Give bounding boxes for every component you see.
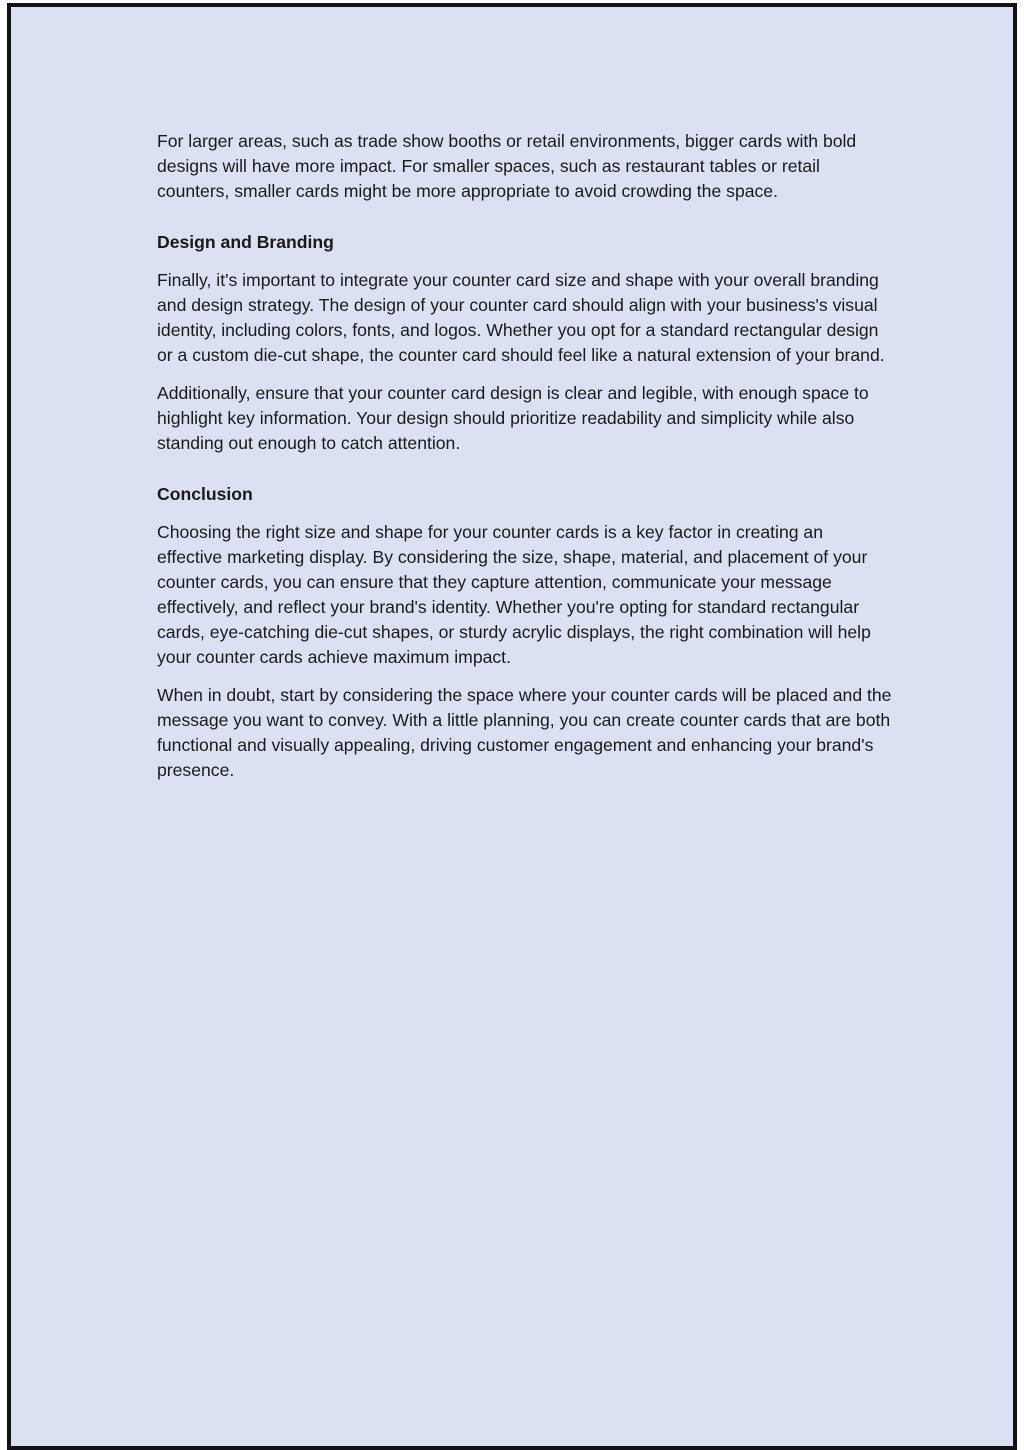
document-page	[7, 3, 1017, 1450]
document-body	[157, 129, 892, 783]
conclusion-paragraph-1: Choosing the right size and shape for your counter cards is a key factor in creating an effective marketing display. By considering the size, shape, material, and placement of your counter cards, you can ensure that they capture attention, communicate your message effectively, and reflect your brand's identity. Whether you're opting for standard rectangular cards, eye-catching die-cut shapes, or sturdy acrylic displays, the right combination will help your counter cards achieve maximum impact.	[157, 522, 871, 667]
section-heading-conclusion: Conclusion	[157, 484, 253, 504]
intro-paragraph: For larger areas, such as trade show booths or retail environments, bigger cards with bold designs will have more impact. For smaller spaces, such as restaurant tables or retail counters, smaller cards might be more appropriate to avoid crowding the space.	[157, 131, 857, 201]
section-heading-design-branding: Design and Branding	[157, 232, 334, 252]
design-branding-paragraph-1: Finally, it's important to integrate your counter card size and shape with your overall branding and design strategy. The design of your counter card should align with your business's visual identity, including colors, fonts, and logos. Whether you opt for a standard rectangular design or a custom die-cut shape, the counter card should feel like a natural extension of your brand.	[157, 270, 885, 365]
conclusion-paragraph-2: When in doubt, start by considering the space where your counter cards will be placed and the message you want to convey. With a little planning, you can create counter cards that are both functional and visually appealing, driving customer engagement and enhancing your brand's presence.	[157, 685, 892, 780]
design-branding-paragraph-2: Additionally, ensure that your counter card design is clear and legible, with enough space to highlight key information. Your design should prioritize readability and simplicity while also standing out enough to catch attention.	[157, 383, 869, 453]
